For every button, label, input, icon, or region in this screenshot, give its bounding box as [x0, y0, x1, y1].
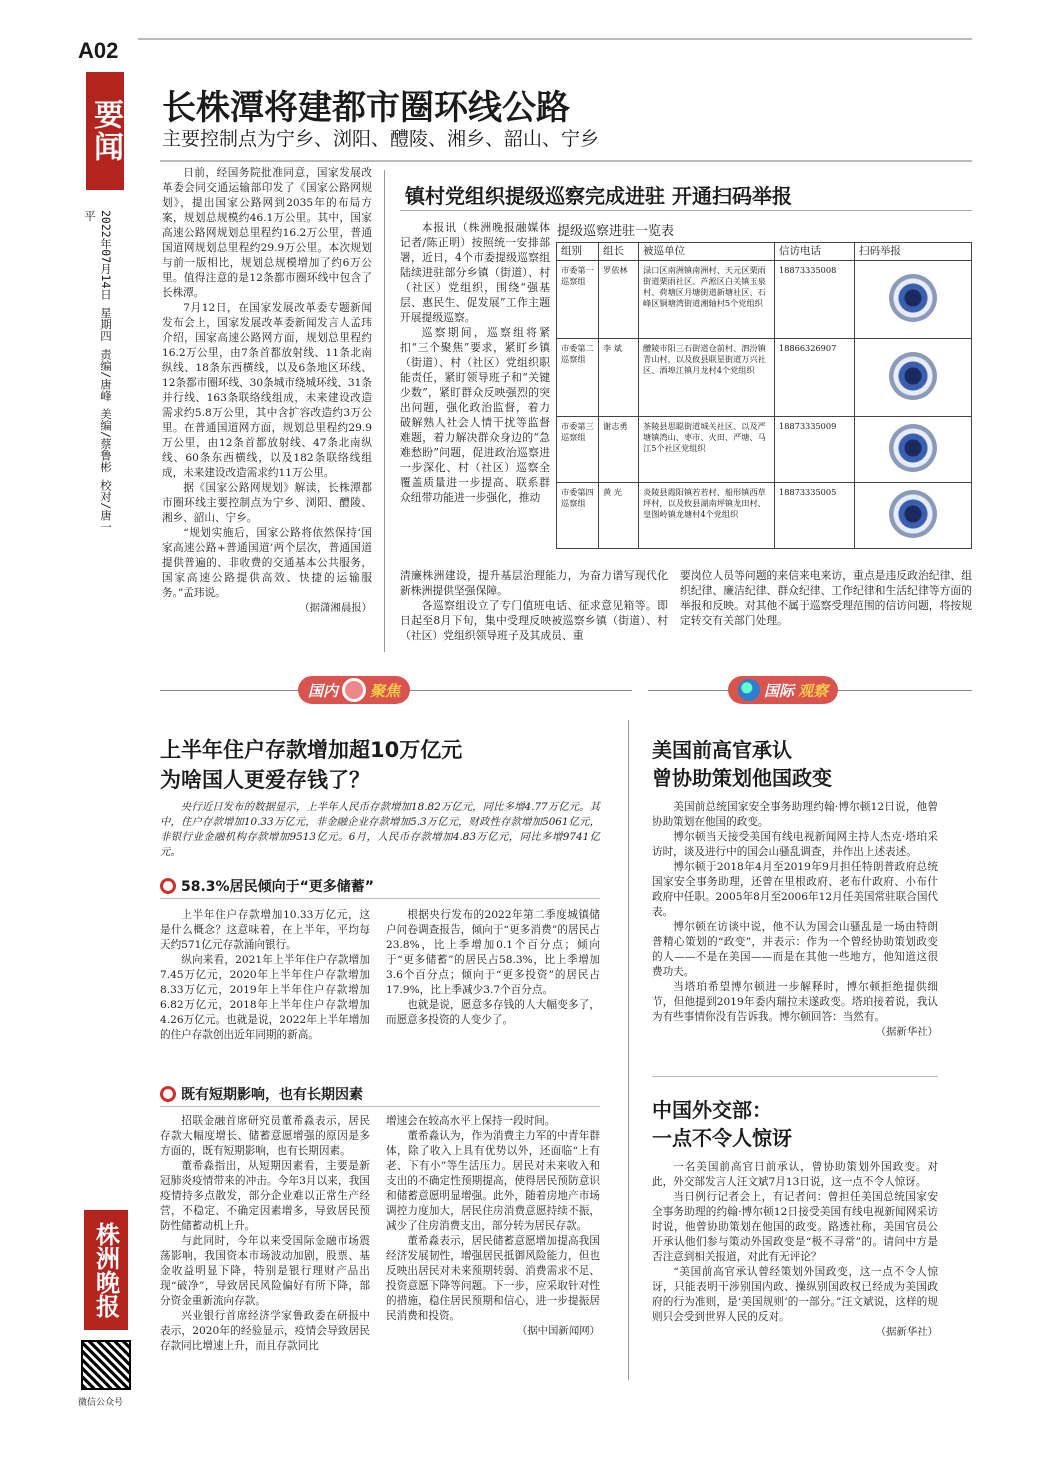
- section-text: 要闻: [88, 99, 123, 163]
- lead-paragraph: 据《国家公路网规划》解读，长株潭都市圈环线主要控制点为宁乡、浏阳、醴陵、湘乡、韶山、宁乡。: [162, 482, 372, 524]
- intl-divider: [652, 1076, 938, 1077]
- intl-banner-a: 国际: [764, 681, 795, 700]
- usofficial-paragraph: 博尔顿于2018年4月至2019年9月担任特朗普政府总统国家安全事务助理，还曾在里根政府、老布什政府、小布什政府中任职。2005年8月至2006年12月任美国常驻联合国代表。: [652, 861, 939, 918]
- group-cell: 市委第二巡察组: [557, 339, 599, 417]
- lead-paragraph: 7月12日，在国家发展改革委专题新闻发布会上，国家发展改革委新闻发言人孟玮介绍，国家高速公路网方面，规划总里程约16.2万公里，由7条首都放射线、11条北南纵线、18条东西横线，以及6条地区环线、12条都市圈环线、30条城市绕城环线、31条并行线、163条联络线组成，未来建设改造需求约5.8万公里，其中含扩容改造约3万公里。在普通国道网方面，规划总里程约29.9万公里，由12条首都放射线、47条北南纵线、60条东西横线，以及182条联络线组成，未来建设改造需求约11万公里。: [162, 302, 372, 479]
- inspect-table-title: 提级巡察进驻一览表: [557, 224, 675, 239]
- edition-line: 2022年07月14日 星期四 责编/唐峰 美编/蔡鲁彬 校对/唐一平: [83, 210, 113, 533]
- lead-paragraph: “规划实施后，国家公路将依然保持‘国家高速公路+普通国道’两个层次，普通国道提供普遍的、非收费的交通基本公共服务，国家高速公路提供高效、快捷的运输服务。”孟玮说。: [162, 527, 372, 599]
- lead-body: [162, 166, 372, 616]
- table-row: [557, 417, 972, 483]
- savings-sec2-left: [160, 1114, 370, 1354]
- inspect-left-body: [400, 220, 550, 505]
- table-row: [557, 483, 972, 549]
- brand-logo: [84, 1210, 128, 1330]
- units-cell: 茶陵县思聪街道城关社区、以及严塘镇湾山、枣市、火田、严塘、马江5个社区党组织: [639, 417, 775, 483]
- savings-rule-1: [160, 898, 600, 899]
- usofficial-source: （据新华社）: [875, 1026, 938, 1038]
- bullet-ring-icon: [160, 1086, 176, 1102]
- savings-subhead-2: [160, 1084, 363, 1104]
- phone-cell: 18873335005: [775, 483, 855, 549]
- savings-paragraph: 兴业银行首席经济学家鲁政委在研报中表示，2020年的经验显示，疫情会导致居民存款同比增速上升，而且存款同比: [160, 1310, 370, 1352]
- intl-banner-b: 观察: [798, 681, 829, 700]
- bullet-ring-icon: [160, 878, 176, 894]
- inspect-rule: [400, 210, 972, 211]
- savings-paragraph: 上半年住户存款增加10.33万亿元，这是什么概念？这意味着，在上半年，平均每天约571亿元存款涌向银行。: [160, 909, 370, 951]
- phone-cell: 18873335008: [775, 261, 855, 339]
- phone-cell: 18873335009: [775, 417, 855, 483]
- qr-cell[interactable]: [855, 483, 972, 549]
- domestic-banner: [298, 676, 410, 704]
- lead-rule: [160, 160, 972, 162]
- savings-source: （据中国新闻网）: [516, 1325, 600, 1337]
- target-icon: [342, 678, 366, 702]
- inspect-table: [556, 242, 972, 549]
- inspect-paragraph: 清廉株洲建设，提升基层治理能力，为奋力谱写现代化新株洲提供坚强保障。: [400, 569, 668, 597]
- usofficial-body: [652, 800, 938, 1040]
- inspect-paragraph: 本报讯（株洲晚报融媒体记者/陈正明）按照统一安排部署，近日，4个市委提级巡察组陆续进驻部分乡镇（街道）、村（社区）党组织，围绕“强基层、惠民生、促发展”工作主题开展提级巡察。: [400, 221, 550, 324]
- mfa-paragraph: 当日例行记者会上，有记者问：曾担任美国总统国家安全事务助理的约翰·博尔顿12日接受美国有线电视新闻网采访时说，他曾协助策划在他国的政变。路透社称，美国官员公开承认他们参与策动外国政变是“极不寻常”的。请问中方是否注意到相关报道，对此有无评论？: [652, 1191, 938, 1263]
- savings-subhead-1: [160, 876, 374, 896]
- usofficial-headline-1: 美国前高官承认: [652, 738, 792, 762]
- savings-paragraph: 董希淼认为，作为消费主力军的中青年群体，除了收入上具有优势以外，还面临“上有老、下有小”等生活压力。居民对未来收入和支出的不确定性预期提高，使得居民预防意识和储蓄意愿明显增强。此外，随着房地产市场调控力度加大，居民住房消费意愿持续不振，减少了住房消费支出，部分转为居民存款。: [386, 1130, 600, 1232]
- usofficial-paragraph: 博尔顿在访谈中说，他不认为国会山骚乱是一场由特朗普精心策划的“政变”，并表示：作为一个曾经协助策划政变的人——不是在美国——而是在其他一些地方，他知道这很费功夫。: [652, 921, 938, 978]
- top-rule: [138, 38, 972, 40]
- savings-paragraph: 也就是说，愿意多存钱的人大幅变多了，而愿意多投资的人变少了。: [386, 999, 600, 1026]
- inspect-paragraph: 要岗位人员等问题的来信来电来访，重点是违反政治纪律、组织纪律、廉洁纪律、群众纪律、工作纪律和生活纪律等方面的举报和反映。对其他不属于巡察受理范围的信访问题，将按规定转交有关部门处理。: [680, 569, 972, 627]
- usofficial-headline-2: 曾协助策划他国政变: [652, 766, 832, 790]
- table-header-row: [557, 243, 972, 261]
- table-row: [557, 261, 972, 339]
- savings-paragraph: 纵向来看，2021年上半年住户存款增加7.45万亿元，2020年上半年住户存款增加8.33万亿元，2019年上半年住户存款增加6.82万亿元，2018年上半年住户存款增加4.26万亿元。也就是说，2022年上半年增加的住户存款创出近年同期的新高。: [160, 954, 370, 1041]
- savings-paragraph: 董希淼表示，居民储蓄意愿增加提高我国经济发展韧性，增强居民抵御风险能力，但也反映出居民对未来预期转弱、消费需求不足、投资意愿下降等问题。下一步，应采取针对性的措施，稳住居民预期和信心，进一步提振居民消费和投资。: [386, 1235, 600, 1322]
- usofficial-paragraph: 博尔顿当天接受美国有线电视新闻网主持人杰克·塔珀采访时，谈及进行中的国会山骚乱调查，并作出上述表述。: [652, 831, 938, 858]
- phone-cell: 18866326907: [775, 339, 855, 417]
- wechat-qr[interactable]: [81, 1340, 131, 1390]
- col-units: 被巡单位: [639, 243, 775, 261]
- savings-paragraph: 招联金融首席研究员董希淼表示，居民存款大幅度增长、储蓄意愿增强的原因是多方面的，既有短期影响，也有长期因素。: [160, 1115, 370, 1157]
- inspect-right-body: [680, 568, 972, 628]
- savings-paragraph: 与此同时，今年以来受国际金融市场震荡影响，我国资本市场波动加剧，股票、基金收益明显下降，特别是银行理财产品出现“破净”，导致居民风险偏好有所下降，部分资金重新流向存款。: [160, 1235, 370, 1307]
- report-qr-icon[interactable]: [889, 274, 937, 322]
- report-qr-icon[interactable]: [889, 490, 937, 538]
- globe-icon: [738, 679, 760, 701]
- units-cell: 炎陵县霞阳镇若若村、船形镇西草坪村，以及攸县湖南坪镇龙田村、皇图岭镇龙塘村4个党组织: [639, 483, 775, 549]
- wechat-label: 微信公众号: [78, 1398, 124, 1408]
- col-group: 组别: [557, 243, 599, 261]
- mfa-headline-2: 一点不令人惊讶: [652, 1126, 792, 1150]
- savings-sec2-right: [386, 1114, 600, 1339]
- brand-text: 株洲晚报: [91, 1222, 121, 1318]
- qr-cell[interactable]: [855, 261, 972, 339]
- lead-headline: 长株潭将建都市圈环线公路: [162, 88, 570, 128]
- mfa-body: [652, 1160, 938, 1340]
- savings-paragraph: 增速会在较高水平上保持一段时间。: [386, 1115, 556, 1127]
- leader-cell: 黄 光: [599, 483, 639, 549]
- mfa-paragraph: 一名美国前高官日前承认，曾协助策划外国政变。对此，外交部发言人汪文斌7月13日说，这一点不令人惊讶。: [652, 1161, 938, 1188]
- intl-banner: [728, 676, 838, 704]
- section-label: [86, 72, 124, 190]
- lead-paragraph: 日前，经国务院批准同意，国家发展改革委会同交通运输部印发了《国家公路网规划》，提出国家公路网到2035年的布局方案，规划总规模约46.1万公里。其中，国家高速公路网规划总里程约16.2万公里，普通国道网规划总里程约29.9万公里。本次规划与前一版相比，规划总规模增加了约6万公里。值得注意的是12条都市圈环线中包含了长株潭。: [162, 167, 372, 299]
- mfa-source: （据新华社）: [875, 1326, 938, 1338]
- savings-paragraph: 根据央行发布的2022年第二季度城镇储户问卷调查报告，倾向于“更多消费”的居民占23.8%，比上季增加0.1个百分点；倾向于“更多储蓄”的居民占58.3%，比上季增加3.6个百分点；倾向于“更多投资”的居民占17.9%，比上季减少3.7个百分点。: [386, 909, 600, 996]
- col-qr: 扫码举报: [855, 243, 972, 261]
- col-leader: 组长: [599, 243, 639, 261]
- savings-sec1-left: [160, 908, 370, 1043]
- leader-cell: 罗依林: [599, 261, 639, 339]
- usofficial-paragraph: 美国前总统国家安全事务助理约翰·博尔顿12日说，他曾协助策划在他国的政变。: [652, 801, 938, 828]
- savings-paragraph: 董希淼指出，从短期因素看，主要是新冠肺炎疫情带来的冲击。今年3月以来，我国疫情持多点散发，部分企业难以正常生产经营，不稳定、不确定因素增多，导致居民预防性储蓄动机上升。: [160, 1160, 370, 1232]
- mfa-paragraph: “美国前高官承认曾经策划外国政变，这一点不令人惊讶，只能表明干涉别国内政、操纵别国政权已经成为美国政府的行为准则，是‘美国规则’的一部分。”汪文斌说，这样的规则只会受到世界人民的反对。: [652, 1266, 938, 1323]
- table-row: [557, 339, 972, 417]
- leader-cell: 李 斌: [599, 339, 639, 417]
- lead-divider: [384, 170, 385, 652]
- savings-rule-2: [160, 1106, 600, 1107]
- savings-sec1-right: [386, 908, 600, 1028]
- inspect-headline: 镇村党组织提级巡察完成进驻 开通扫码举报: [405, 184, 792, 208]
- savings-subhead-2-text: 既有短期影响，也有长期因素: [181, 1087, 363, 1103]
- page-number: A02: [78, 38, 119, 63]
- units-cell: 渌口区南洲镇南洲村、天元区栗雨街道栗雨社区、芦淞区白关镇玉泉村、荷塘区月塘街道新塘社区、石峰区铜塘湾街道湘轴村5个党组织: [639, 261, 775, 339]
- report-qr-icon[interactable]: [889, 424, 937, 472]
- inspect-paragraph: 巡察期间，巡察组将紧扣“三个聚焦”要求，紧盯乡镇（街道）、村（社区）党组织职能责任，紧盯领导班子和“关键少数”，紧盯群众反映强烈的突出问题，强化政治监督，着力破解熟人社会人情干扰等监督难题，着力解决群众身边的“急难愁盼”问题，促进政治巡察进一步深化、村（社区）巡察全覆盖质量进一步提高、联系群众纽带功能进一步强化，推动: [400, 326, 550, 504]
- usofficial-paragraph: 当塔珀希望博尔顿进一步解释时，博尔顿拒绝提供细节，但他提到2019年委内瑞拉未遂政变。塔珀接着说，我认为有些事情你没有告诉我。博尔顿回答：当然有。: [652, 981, 938, 1023]
- group-cell: 市委第四巡察组: [557, 483, 599, 549]
- group-cell: 市委第一巡察组: [557, 261, 599, 339]
- report-qr-icon[interactable]: [889, 352, 937, 400]
- col-phone: 信访电话: [775, 243, 855, 261]
- savings-subhead-1-text: 58.3%居民倾向于“更多储蓄”: [181, 879, 374, 895]
- group-cell: 市委第三巡察组: [557, 417, 599, 483]
- savings-intro: 央行近日发布的数据显示，上半年人民币存款增加18.82万亿元，同比多增4.77万亿元。其中，住户存款增加10.33万亿元，非金融企业存款增加5.3万亿元，财政性存款增加5061亿元，非银行业金融机构存款增加9513亿元。6月，人民币存款增加4.83万亿元，同比多增9741亿元。: [160, 801, 600, 858]
- units-cell: 醴陵市阳三石街道仓前村、泗汾镇青山村，以及攸县联星街道万兴社区、酒埠江镇月龙村4个党组织: [639, 339, 775, 417]
- column-divider: [628, 720, 629, 1380]
- lead-subhead: 主要控制点为宁乡、浏阳、醴陵、湘乡、韶山、宁乡: [162, 128, 600, 150]
- qr-cell[interactable]: [855, 339, 972, 417]
- savings-headline-1: 上半年住户存款增加超10万亿元: [160, 738, 463, 762]
- domestic-banner-b: 聚焦: [370, 681, 401, 700]
- mfa-headline-1: 中国外交部：: [652, 1098, 772, 1122]
- inspect-bottom-body: [400, 568, 668, 643]
- leader-cell: 谢志勇: [599, 417, 639, 483]
- inspect-paragraph: 各巡察组设立了专门值班电话、征求意见箱等。即日起至8月下旬，集中受理反映被巡察乡镇（街道）、村（社区）党组织领导班子及其成员、重: [400, 599, 668, 642]
- domestic-banner-a: 国内: [308, 681, 339, 700]
- lead-source: （据潇湘晨报）: [299, 602, 372, 614]
- savings-headline-2: 为啥国人更爱存钱了？: [160, 768, 370, 792]
- qr-cell[interactable]: [855, 417, 972, 483]
